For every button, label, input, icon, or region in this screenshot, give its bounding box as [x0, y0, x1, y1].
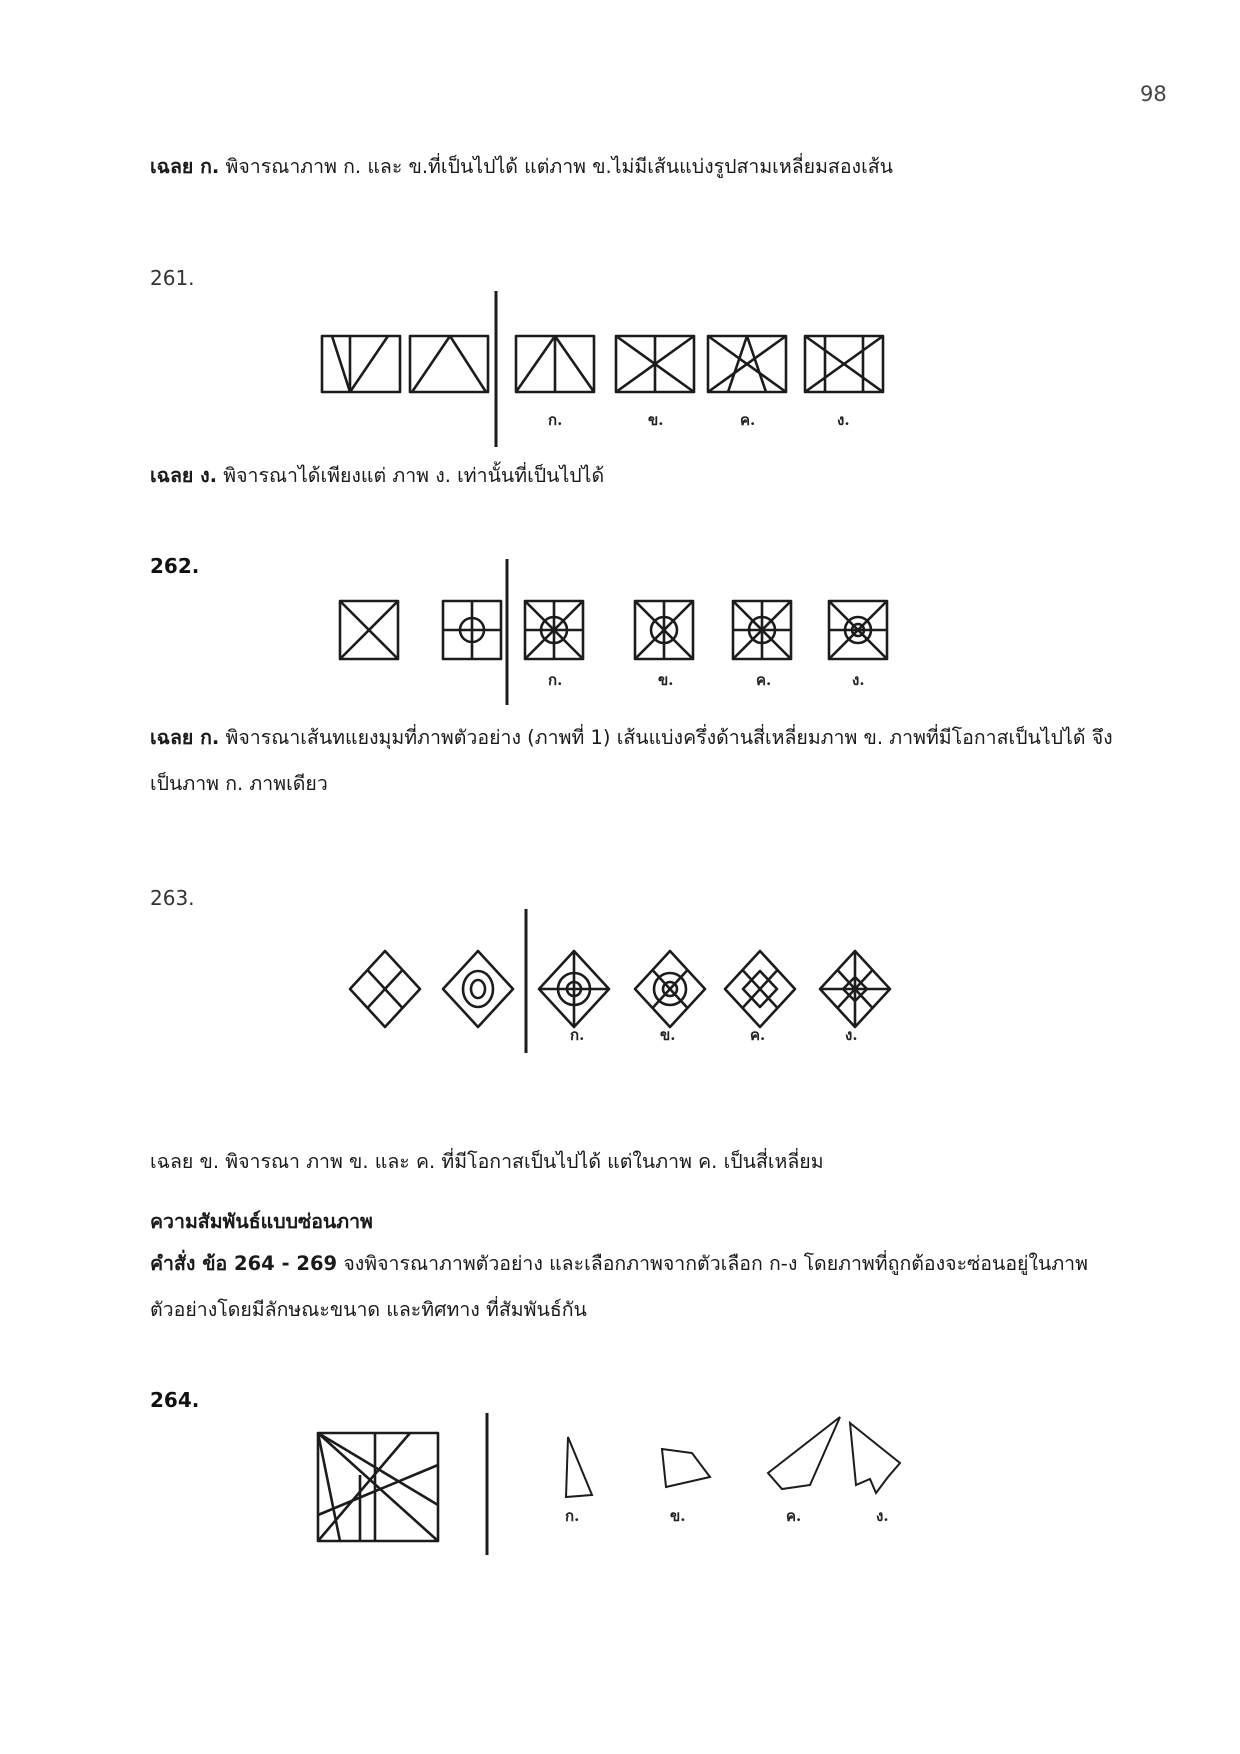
figure-263 [340, 905, 900, 1065]
answer-261 [150, 462, 604, 490]
example-diamond-2 [443, 951, 513, 1027]
choice-b-square [635, 601, 693, 659]
choice-a-diamond [539, 951, 609, 1027]
choice-d-label: ง. [837, 411, 850, 429]
figure-262 [330, 555, 910, 715]
answer-262-line-2: เป็นภาพ ก. ภาพเดียว [150, 772, 328, 795]
answer-label: เฉลย ก. [150, 155, 220, 178]
question-number-262: 262. [150, 554, 200, 578]
choice-c-diamond [725, 951, 795, 1027]
example-box-2 [410, 336, 488, 392]
choice-a-square [525, 601, 583, 659]
choice-b-shape [662, 1449, 710, 1487]
choice-a-label: ก. [548, 411, 563, 429]
choice-a-label: ก. [565, 1507, 580, 1525]
instruction-label: คำสั่ง ข้อ 264 - 269 [150, 1252, 338, 1275]
example-square-2 [443, 601, 501, 659]
choice-c-square [733, 601, 791, 659]
choice-c-label: ค. [786, 1507, 802, 1525]
choice-b-diamond [635, 951, 705, 1027]
answer-text: พิจารณาภาพ ก. และ ข.ที่เป็นไปได้ แต่ภาพ ข.ไม่มีเส้นแบ่งรูปสามเหลี่ยมสองเส้น [219, 155, 893, 178]
answer-263: เฉลย ข. พิจารณา ภาพ ข. และ ค. ที่มีโอกาสเป็นไปได้ แต่ในภาพ ค. เป็นสี่เหลี่ยม [150, 1150, 824, 1173]
section-instruction [150, 1250, 1088, 1278]
choice-c-shape [768, 1417, 840, 1489]
choice-d-box [805, 336, 883, 392]
example-square-1 [340, 601, 398, 659]
page-number: 98 [1140, 82, 1167, 106]
choice-b-label: ข. [670, 1507, 686, 1525]
choice-d-label: ง. [845, 1026, 858, 1044]
choice-d-square [829, 601, 887, 659]
answer-label: เฉลย ง. [150, 464, 218, 487]
choice-c-label: ค. [740, 411, 756, 429]
example-square [318, 1433, 438, 1541]
choice-a-shape [566, 1437, 592, 1497]
choice-d-label: ง. [852, 671, 865, 689]
question-number-263: 263. [150, 886, 195, 910]
question-number-264: 264. [150, 1388, 200, 1412]
choice-d-shape [850, 1423, 900, 1493]
question-number-261: 261. [150, 266, 195, 290]
answer-text: พิจารณาได้เพียงแต่ ภาพ ง. เท่านั้นที่เป็นไปได้ [217, 464, 605, 487]
choice-a-box [516, 336, 594, 392]
choice-b-box [616, 336, 694, 392]
choice-c-label: ค. [750, 1026, 766, 1044]
choice-a-label: ก. [570, 1026, 585, 1044]
section-instruction-line-2: ตัวอย่างโดยมีลักษณะขนาด และทิศทาง ที่สัมพันธ์กัน [150, 1298, 587, 1321]
answer-260 [150, 153, 893, 181]
choice-c-label: ค. [756, 671, 772, 689]
answer-label: เฉลย ก. [150, 726, 220, 749]
answer-text: พิจารณาเส้นทแยงมุมที่ภาพตัวอย่าง (ภาพที่ 1) เส้นแบ่งครึ่งด้านสี่เหลี่ยมภาพ ข. ภาพที่มีโอกาสเป็นไปได้ จึง [219, 726, 1113, 749]
figure-261 [300, 285, 920, 455]
choice-c-box [708, 336, 786, 392]
section-title: ความสัมพันธ์แบบซ่อนภาพ [150, 1210, 373, 1233]
instruction-text: จงพิจารณาภาพตัวอย่าง และเลือกภาพจากตัวเลือก ก-ง โดยภาพที่ถูกต้องจะซ่อนอยู่ในภาพ [337, 1252, 1088, 1275]
example-box-1 [322, 336, 400, 392]
choice-d-label: ง. [876, 1507, 889, 1525]
choice-b-label: ข. [660, 1026, 676, 1044]
choice-b-label: ข. [648, 411, 664, 429]
choice-a-label: ก. [548, 671, 563, 689]
figure-264 [310, 1405, 930, 1565]
example-diamond-1 [350, 951, 420, 1027]
answer-262 [150, 724, 1113, 752]
choice-d-diamond [820, 951, 890, 1027]
choice-b-label: ข. [658, 671, 674, 689]
